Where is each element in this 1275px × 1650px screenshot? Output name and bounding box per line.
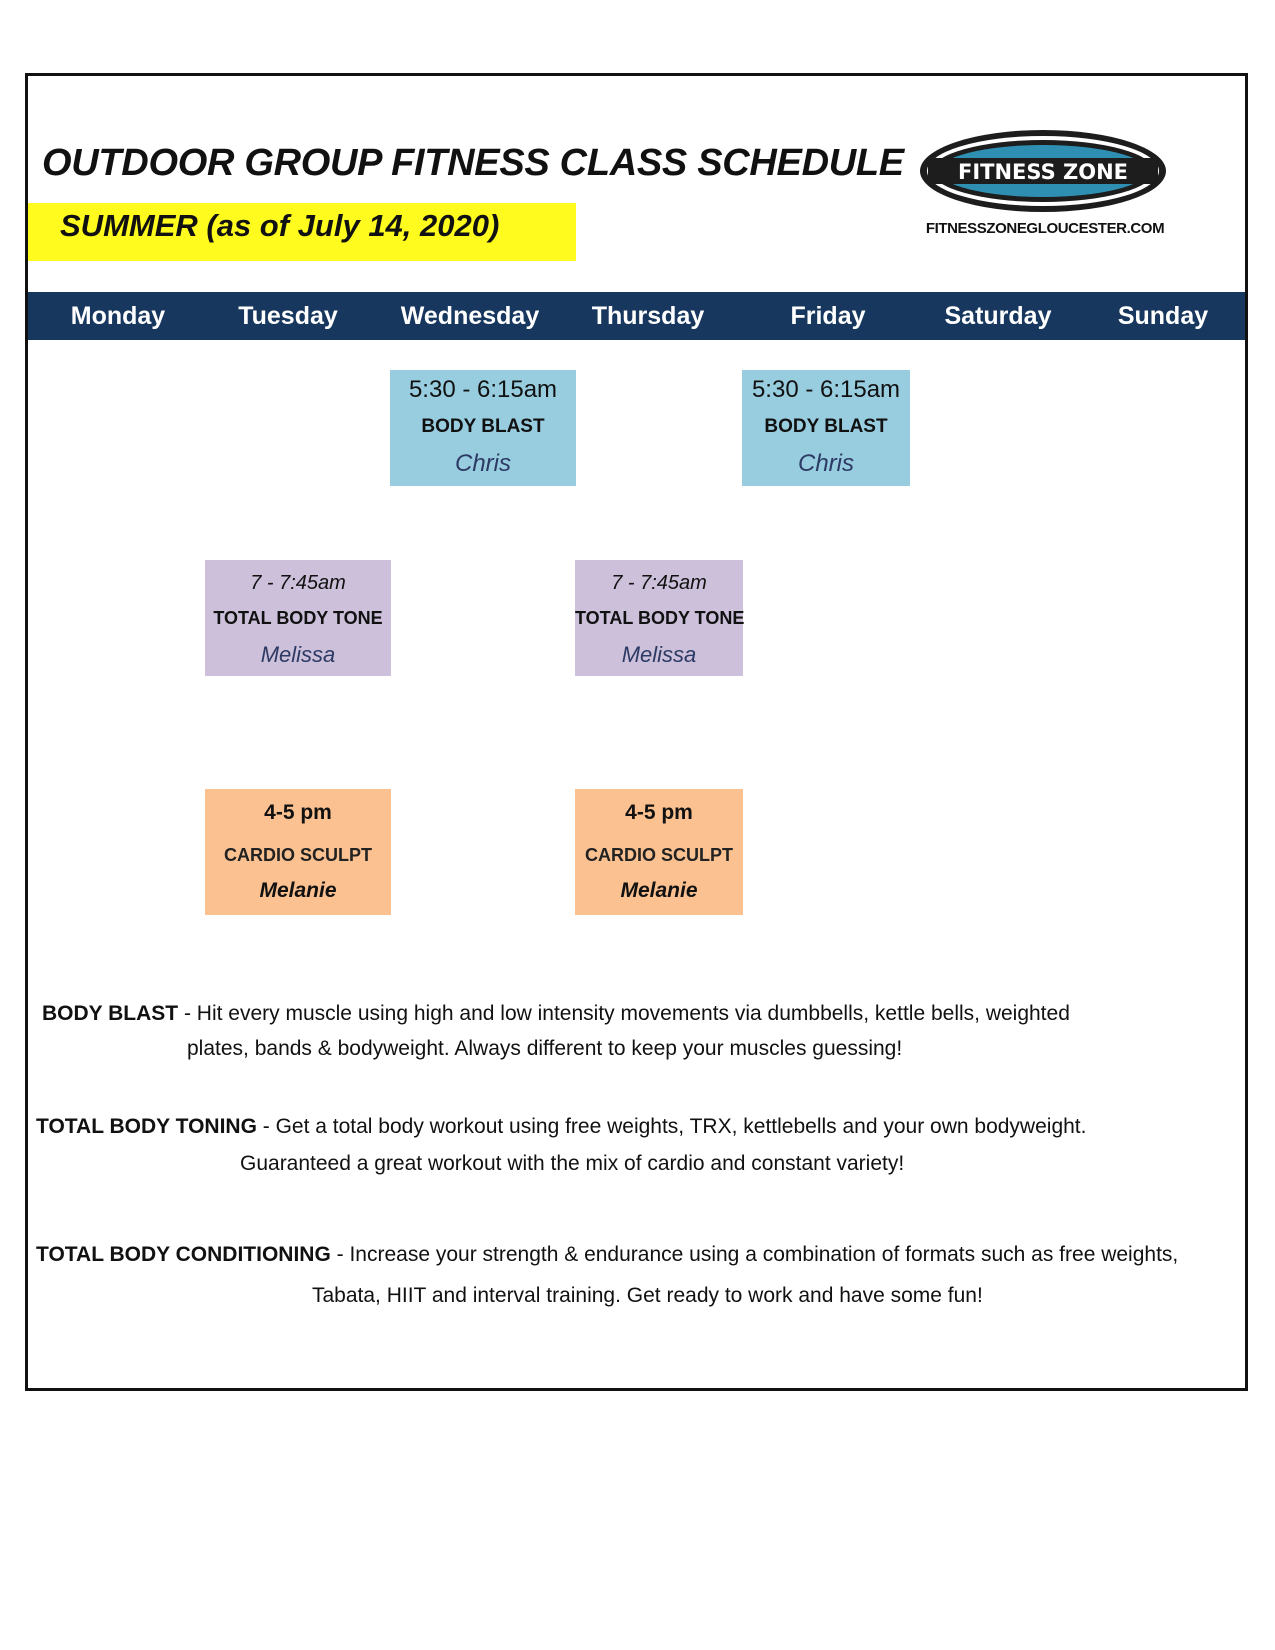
class-time: 7 - 7:45am: [611, 572, 707, 594]
class-instructor: Melissa: [260, 642, 336, 667]
class-name: CARDIO SCULPT: [585, 845, 733, 865]
description-name: BODY BLAST: [42, 1002, 179, 1025]
class-instructor: Melanie: [259, 879, 337, 902]
description-text: - Get a total body workout using free weights, TRX, kettlebells and your own bodyweight.: [256, 1115, 1087, 1138]
class-name: TOTAL BODY TONE: [575, 608, 745, 628]
class-time: 5:30 - 6:15am: [408, 376, 558, 403]
class-name: TOTAL BODY TONE: [213, 608, 383, 628]
class-instructor: Chris: [454, 450, 511, 477]
class-time: 7 - 7:45am: [250, 572, 346, 594]
class-time: 5:30 - 6:15am: [751, 376, 901, 403]
day-sunday: Sunday: [1117, 302, 1209, 330]
description-name: TOTAL BODY CONDITIONING: [36, 1243, 331, 1266]
class-name: BODY BLAST: [764, 416, 888, 437]
class-time: 4-5 pm: [625, 801, 693, 824]
description-total-body-toning: [36, 1115, 1086, 1139]
class-instructor: Melissa: [621, 642, 697, 667]
description-text: - Hit every muscle using high and low intensity movements via dumbbells, kettle bells, weighted: [178, 1002, 1070, 1025]
page-title: OUTDOOR GROUP FITNESS CLASS SCHEDULE: [42, 142, 904, 184]
class-card-thursday-cardio-sculpt: [575, 789, 743, 915]
class-card-thursday-total-body-tone: [575, 560, 743, 676]
fitness-zone-logo: [918, 128, 1168, 214]
day-friday: Friday: [790, 302, 866, 330]
schedule-frame: [25, 73, 1248, 1391]
description-body-blast-cont: plates, bands & bodyweight. Always different to keep your muscles guessing!: [187, 1037, 903, 1060]
description-name: TOTAL BODY TONING: [36, 1115, 257, 1138]
description-total-body-toning-cont: Guaranteed a great workout with the mix of cardio and constant variety!: [240, 1152, 905, 1175]
description-text: - Increase your strength & endurance using a combination of formats such as free weights,: [330, 1243, 1179, 1266]
logo-text: FITNESS ZONE: [957, 160, 1129, 184]
season-label: SUMMER (as of July 14, 2020): [60, 208, 500, 243]
day-wednesday: Wednesday: [400, 302, 540, 330]
class-card-tuesday-cardio-sculpt: [205, 789, 391, 915]
description-total-body-conditioning: [36, 1243, 1178, 1267]
class-instructor: Melanie: [620, 879, 698, 902]
class-card-wednesday-body-blast: [390, 370, 576, 486]
day-saturday: Saturday: [944, 302, 1052, 330]
class-instructor: Chris: [797, 450, 854, 477]
class-card-friday-body-blast: [742, 370, 910, 486]
description-total-body-conditioning-cont: Tabata, HIIT and interval training. Get ready to work and have some fun!: [312, 1284, 983, 1307]
class-time: 4-5 pm: [264, 801, 332, 824]
website-url: FITNESSZONEGLOUCESTER.COM: [925, 220, 1165, 237]
description-body-blast: [42, 1002, 1070, 1026]
day-header-bar: [28, 292, 1245, 340]
class-card-tuesday-total-body-tone: [205, 560, 391, 676]
day-tuesday: Tuesday: [238, 302, 338, 330]
day-thursday: Thursday: [591, 302, 705, 330]
class-name: BODY BLAST: [421, 416, 545, 437]
day-monday: Monday: [70, 302, 166, 330]
class-name: CARDIO SCULPT: [224, 845, 372, 865]
